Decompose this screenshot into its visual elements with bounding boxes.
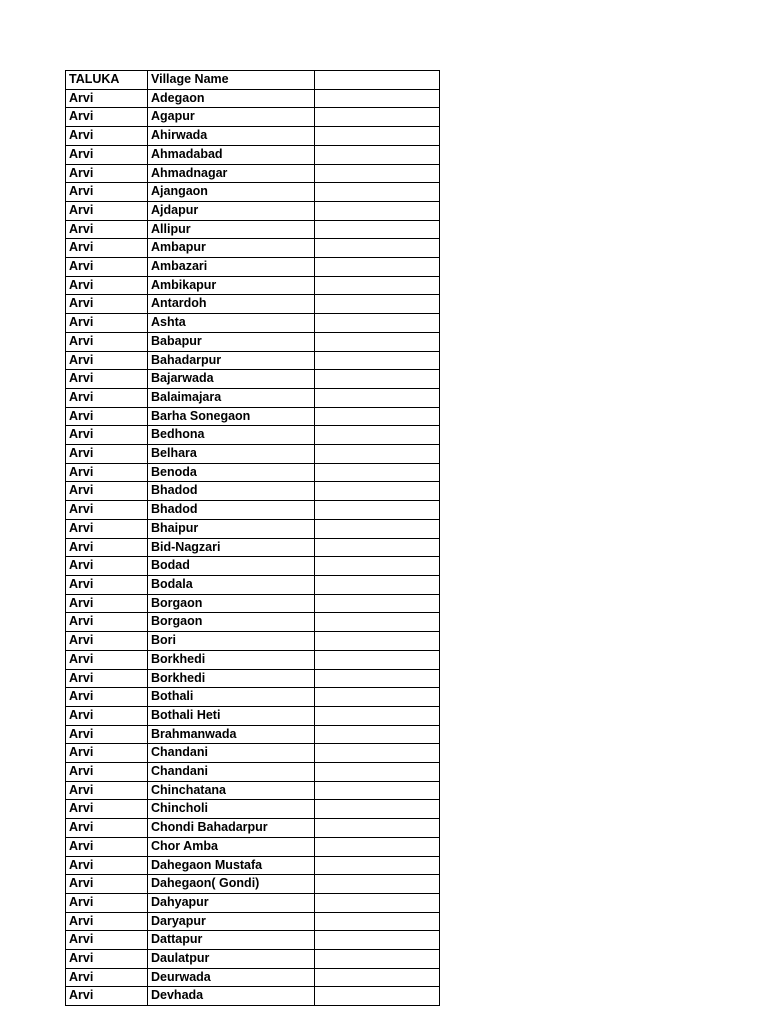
cell-taluka: Arvi	[66, 557, 148, 576]
table-header-row	[66, 71, 440, 90]
cell-blank	[315, 893, 440, 912]
table-row	[66, 781, 440, 800]
cell-blank	[315, 332, 440, 351]
cell-taluka: Arvi	[66, 725, 148, 744]
cell-taluka: Arvi	[66, 388, 148, 407]
cell-blank	[315, 819, 440, 838]
cell-blank	[315, 370, 440, 389]
cell-village-name: Ambikapur	[148, 276, 315, 295]
cell-taluka: Arvi	[66, 781, 148, 800]
cell-blank	[315, 613, 440, 632]
table-row	[66, 594, 440, 613]
cell-blank	[315, 538, 440, 557]
table-row	[66, 445, 440, 464]
cell-blank	[315, 800, 440, 819]
cell-village-name: Ambapur	[148, 239, 315, 258]
table-row	[66, 183, 440, 202]
cell-taluka: Arvi	[66, 875, 148, 894]
cell-blank	[315, 725, 440, 744]
table-row	[66, 856, 440, 875]
table-row	[66, 388, 440, 407]
cell-blank	[315, 314, 440, 333]
cell-blank	[315, 183, 440, 202]
cell-village-name: Chandani	[148, 744, 315, 763]
cell-taluka: Arvi	[66, 426, 148, 445]
cell-blank	[315, 837, 440, 856]
cell-taluka: Arvi	[66, 763, 148, 782]
cell-blank	[315, 426, 440, 445]
cell-village-name: Bothali Heti	[148, 706, 315, 725]
table-row	[66, 968, 440, 987]
table-row	[66, 220, 440, 239]
cell-village-name: Chinchatana	[148, 781, 315, 800]
cell-village-name: Belhara	[148, 445, 315, 464]
cell-village-name: Ambazari	[148, 258, 315, 277]
cell-taluka: Arvi	[66, 519, 148, 538]
cell-village-name: Chincholi	[148, 800, 315, 819]
cell-taluka: Arvi	[66, 800, 148, 819]
table-row	[66, 538, 440, 557]
cell-village-name: Bori	[148, 632, 315, 651]
cell-taluka: Arvi	[66, 744, 148, 763]
cell-taluka: Arvi	[66, 370, 148, 389]
cell-taluka: Arvi	[66, 613, 148, 632]
cell-village-name: Ahirwada	[148, 127, 315, 146]
table-row	[66, 295, 440, 314]
cell-blank	[315, 950, 440, 969]
table-row	[66, 501, 440, 520]
cell-taluka: Arvi	[66, 239, 148, 258]
cell-village-name: Babapur	[148, 332, 315, 351]
cell-taluka: Arvi	[66, 837, 148, 856]
cell-taluka: Arvi	[66, 912, 148, 931]
cell-village-name: Bhadod	[148, 501, 315, 520]
cell-blank	[315, 744, 440, 763]
table-row	[66, 613, 440, 632]
table-row	[66, 89, 440, 108]
cell-village-name: Balaimajara	[148, 388, 315, 407]
cell-village-name: Ajangaon	[148, 183, 315, 202]
header-taluka: TALUKA	[66, 71, 148, 90]
table-row	[66, 239, 440, 258]
cell-taluka: Arvi	[66, 950, 148, 969]
cell-taluka: Arvi	[66, 538, 148, 557]
cell-blank	[315, 145, 440, 164]
table-row	[66, 688, 440, 707]
table-row	[66, 912, 440, 931]
table-row	[66, 875, 440, 894]
cell-blank	[315, 706, 440, 725]
cell-taluka: Arvi	[66, 314, 148, 333]
cell-village-name: Adegaon	[148, 89, 315, 108]
cell-blank	[315, 575, 440, 594]
cell-blank	[315, 987, 440, 1006]
table-row	[66, 332, 440, 351]
cell-taluka: Arvi	[66, 407, 148, 426]
cell-taluka: Arvi	[66, 987, 148, 1006]
cell-taluka: Arvi	[66, 463, 148, 482]
table-body	[66, 71, 440, 1006]
table-row	[66, 426, 440, 445]
cell-taluka: Arvi	[66, 351, 148, 370]
cell-village-name: Devhada	[148, 987, 315, 1006]
cell-village-name: Daulatpur	[148, 950, 315, 969]
cell-taluka: Arvi	[66, 594, 148, 613]
cell-village-name: Brahmanwada	[148, 725, 315, 744]
table-row	[66, 837, 440, 856]
cell-village-name: Borkhedi	[148, 650, 315, 669]
cell-village-name: Dahegaon( Gondi)	[148, 875, 315, 894]
table-row	[66, 258, 440, 277]
table-row	[66, 276, 440, 295]
cell-blank	[315, 501, 440, 520]
cell-blank	[315, 239, 440, 258]
cell-blank	[315, 875, 440, 894]
table-row	[66, 744, 440, 763]
cell-taluka: Arvi	[66, 201, 148, 220]
table-row	[66, 145, 440, 164]
cell-blank	[315, 108, 440, 127]
cell-blank	[315, 632, 440, 651]
header-village-name: Village Name	[148, 71, 315, 90]
cell-blank	[315, 650, 440, 669]
cell-village-name: Bothali	[148, 688, 315, 707]
table-row	[66, 763, 440, 782]
cell-blank	[315, 968, 440, 987]
cell-blank	[315, 781, 440, 800]
cell-blank	[315, 388, 440, 407]
cell-village-name: Agapur	[148, 108, 315, 127]
cell-village-name: Borgaon	[148, 613, 315, 632]
cell-village-name: Ahmadnagar	[148, 164, 315, 183]
cell-taluka: Arvi	[66, 295, 148, 314]
cell-village-name: Antardoh	[148, 295, 315, 314]
cell-village-name: Dattapur	[148, 931, 315, 950]
cell-blank	[315, 931, 440, 950]
cell-blank	[315, 482, 440, 501]
cell-blank	[315, 763, 440, 782]
cell-taluka: Arvi	[66, 276, 148, 295]
cell-taluka: Arvi	[66, 669, 148, 688]
cell-blank	[315, 201, 440, 220]
table-row	[66, 127, 440, 146]
cell-taluka: Arvi	[66, 893, 148, 912]
cell-taluka: Arvi	[66, 688, 148, 707]
cell-village-name: Dahyapur	[148, 893, 315, 912]
cell-blank	[315, 519, 440, 538]
table-row	[66, 987, 440, 1006]
cell-village-name: Bodad	[148, 557, 315, 576]
cell-village-name: Deurwada	[148, 968, 315, 987]
cell-blank	[315, 276, 440, 295]
cell-blank	[315, 258, 440, 277]
cell-village-name: Bedhona	[148, 426, 315, 445]
cell-village-name: Bahadarpur	[148, 351, 315, 370]
cell-village-name: Bajarwada	[148, 370, 315, 389]
table-row	[66, 950, 440, 969]
table-row	[66, 519, 440, 538]
cell-blank	[315, 164, 440, 183]
cell-blank	[315, 594, 440, 613]
table-row	[66, 650, 440, 669]
cell-blank	[315, 351, 440, 370]
table-row	[66, 351, 440, 370]
cell-village-name: Benoda	[148, 463, 315, 482]
cell-taluka: Arvi	[66, 706, 148, 725]
cell-taluka: Arvi	[66, 108, 148, 127]
cell-taluka: Arvi	[66, 332, 148, 351]
cell-village-name: Bid-Nagzari	[148, 538, 315, 557]
cell-blank	[315, 463, 440, 482]
cell-village-name: Allipur	[148, 220, 315, 239]
cell-village-name: Chandani	[148, 763, 315, 782]
table-row	[66, 482, 440, 501]
cell-village-name: Bodala	[148, 575, 315, 594]
cell-village-name: Chondi Bahadarpur	[148, 819, 315, 838]
cell-blank	[315, 557, 440, 576]
cell-village-name: Daryapur	[148, 912, 315, 931]
cell-blank	[315, 127, 440, 146]
table-row	[66, 706, 440, 725]
village-table	[65, 70, 440, 1006]
cell-taluka: Arvi	[66, 145, 148, 164]
cell-taluka: Arvi	[66, 482, 148, 501]
cell-taluka: Arvi	[66, 968, 148, 987]
cell-village-name: Barha Sonegaon	[148, 407, 315, 426]
cell-taluka: Arvi	[66, 89, 148, 108]
cell-blank	[315, 669, 440, 688]
cell-taluka: Arvi	[66, 632, 148, 651]
cell-taluka: Arvi	[66, 501, 148, 520]
table-row	[66, 893, 440, 912]
cell-taluka: Arvi	[66, 931, 148, 950]
table-row	[66, 370, 440, 389]
table-row	[66, 557, 440, 576]
cell-village-name: Dahegaon Mustafa	[148, 856, 315, 875]
cell-taluka: Arvi	[66, 220, 148, 239]
cell-village-name: Borkhedi	[148, 669, 315, 688]
cell-blank	[315, 295, 440, 314]
cell-taluka: Arvi	[66, 258, 148, 277]
cell-taluka: Arvi	[66, 650, 148, 669]
cell-village-name: Ahmadabad	[148, 145, 315, 164]
table-row	[66, 201, 440, 220]
cell-taluka: Arvi	[66, 445, 148, 464]
header-blank	[315, 71, 440, 90]
table-row	[66, 314, 440, 333]
table-row	[66, 669, 440, 688]
table-row	[66, 819, 440, 838]
cell-taluka: Arvi	[66, 164, 148, 183]
cell-blank	[315, 220, 440, 239]
cell-blank	[315, 688, 440, 707]
cell-taluka: Arvi	[66, 819, 148, 838]
cell-village-name: Ajdapur	[148, 201, 315, 220]
cell-taluka: Arvi	[66, 856, 148, 875]
cell-village-name: Ashta	[148, 314, 315, 333]
table-row	[66, 108, 440, 127]
cell-taluka: Arvi	[66, 183, 148, 202]
table-row	[66, 463, 440, 482]
table-row	[66, 800, 440, 819]
cell-blank	[315, 89, 440, 108]
cell-village-name: Bhadod	[148, 482, 315, 501]
cell-blank	[315, 407, 440, 426]
table-row	[66, 632, 440, 651]
cell-village-name: Borgaon	[148, 594, 315, 613]
table-row	[66, 931, 440, 950]
cell-blank	[315, 912, 440, 931]
table-row	[66, 575, 440, 594]
table-row	[66, 164, 440, 183]
table-row	[66, 407, 440, 426]
cell-taluka: Arvi	[66, 127, 148, 146]
table-row	[66, 725, 440, 744]
cell-blank	[315, 445, 440, 464]
cell-village-name: Bhaipur	[148, 519, 315, 538]
cell-blank	[315, 856, 440, 875]
cell-village-name: Chor Amba	[148, 837, 315, 856]
cell-taluka: Arvi	[66, 575, 148, 594]
